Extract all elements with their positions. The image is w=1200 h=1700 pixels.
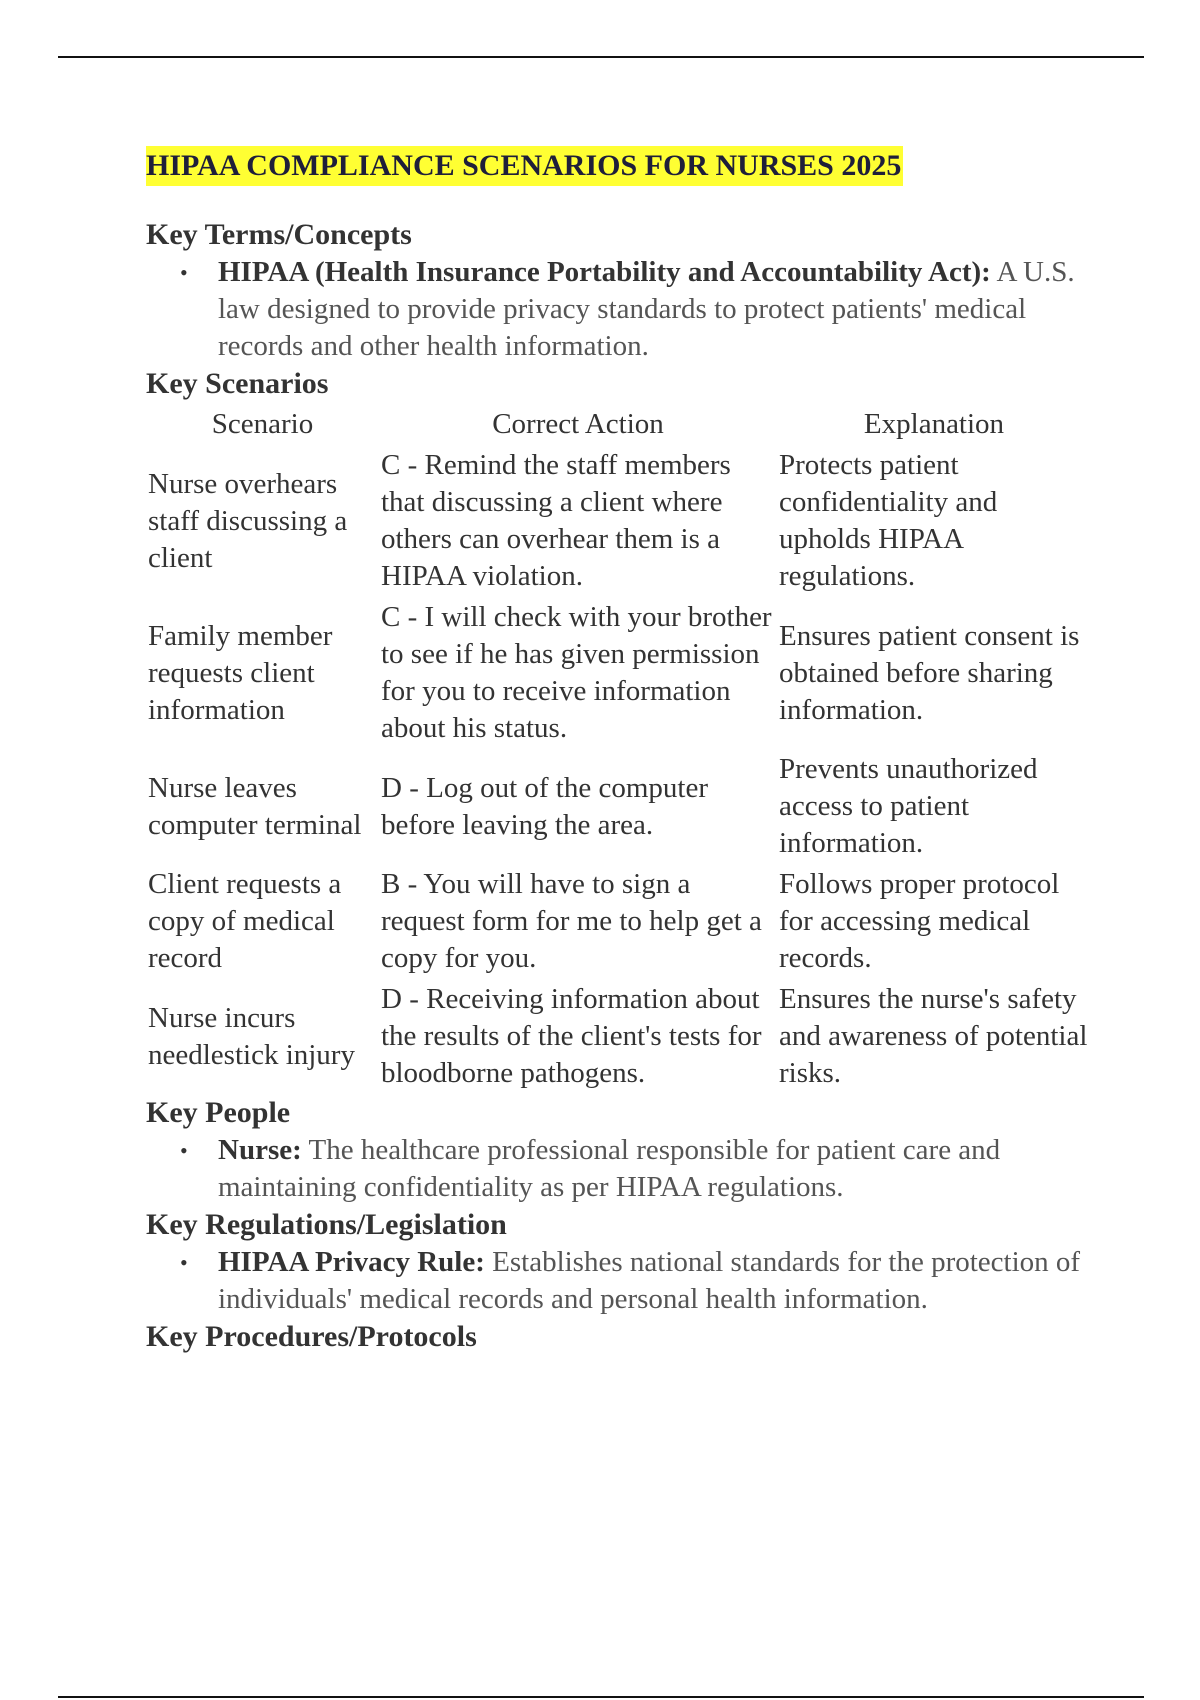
table-header-row [146,403,1091,445]
cell-scenario: Nurse overhears staff discussing a client [148,467,348,574]
list-item: • HIPAA Privacy Rule: Establishes national standards for the protection of individuals' medical records and personal health information. [180,1246,1081,1315]
cell-explanation: Ensures the nurse's safety and awareness of potential risks. [779,983,1088,1089]
column-header-scenario: Scenario [211,407,314,440]
cell-scenario: Family member requests client information [148,619,333,726]
key-procedures-heading: Key Procedures/Protocols [146,1320,477,1353]
term-name: HIPAA Privacy Rule [218,1246,476,1278]
column-header-action: Correct Action [492,407,664,440]
term-definition: Establishes national standards for the protection of individuals' medical records and personal health information. [218,1246,1081,1315]
cell-explanation: Prevents unauthorized access to patient information. [779,753,1038,859]
table-row [146,597,1091,749]
term-definition: The healthcare professional responsible for patient care and maintaining confidentiality as per HIPAA regulations. [218,1134,1001,1203]
cell-scenario: Nurse leaves computer terminal [148,771,362,841]
table-row [146,864,1091,979]
bullet-icon: • [180,1138,188,1163]
term-name: Nurse [218,1134,293,1166]
table-row [146,749,1091,864]
cell-action: C - Remind the staff members that discussing a client where others can overhear them is a HIPAA violation. [381,449,731,592]
header-rule [58,56,1144,58]
key-regulations-list [146,1244,1096,1318]
bullet-icon: • [180,1250,188,1275]
term-definition: A U.S. law designed to provide privacy standards to protect patients' medical records and other health information. [218,256,1075,362]
cell-action: B - You will have to sign a request form for me to help get a copy for you. [381,868,762,974]
document-page [146,140,1096,1356]
footer-rule [58,1696,1144,1698]
cell-action: D - Receiving information about the results of the client's tests for bloodborne pathogens. [381,983,762,1089]
cell-action: C - I will check with your brother to see if he has given permission for you to receive information about his status. [381,601,772,744]
cell-scenario: Nurse incurs needlestick injury [148,1001,355,1071]
cell-explanation: Ensures patient consent is obtained before sharing information. [779,619,1080,726]
key-people-list [146,1132,1096,1206]
table-row [146,979,1091,1094]
key-terms-heading: Key Terms/Concepts [146,218,412,251]
list-item: • HIPAA (Health Insurance Portability and Accountability Act): A U.S. law designed to provide privacy standards to protect patients' medical records and other health information. [180,256,1075,362]
key-terms-list [146,254,1096,365]
column-header-explanation: Explanation [863,407,1005,440]
key-scenarios-heading: Key Scenarios [146,367,329,400]
table-row [146,445,1091,597]
cell-action: D - Log out of the computer before leaving the area. [381,771,708,841]
cell-explanation: Follows proper protocol for accessing medical records. [779,868,1060,974]
document-title: HIPAA COMPLIANCE SCENARIOS FOR NURSES 2025 [146,146,903,186]
scenarios-table [146,403,1091,1094]
term-name: HIPAA (Health Insurance Portability and Accountability Act) [218,256,982,288]
list-item: • Nurse: The healthcare professional responsible for patient care and maintaining confidentiality as per HIPAA regulations. [180,1134,1001,1203]
cell-scenario: Client requests a copy of medical record [148,868,342,974]
cell-explanation: Protects patient confidentiality and upholds HIPAA regulations. [779,449,998,592]
key-people-heading: Key People [146,1096,291,1129]
key-regulations-heading: Key Regulations/Legislation [146,1208,507,1241]
bullet-icon: • [180,260,188,285]
